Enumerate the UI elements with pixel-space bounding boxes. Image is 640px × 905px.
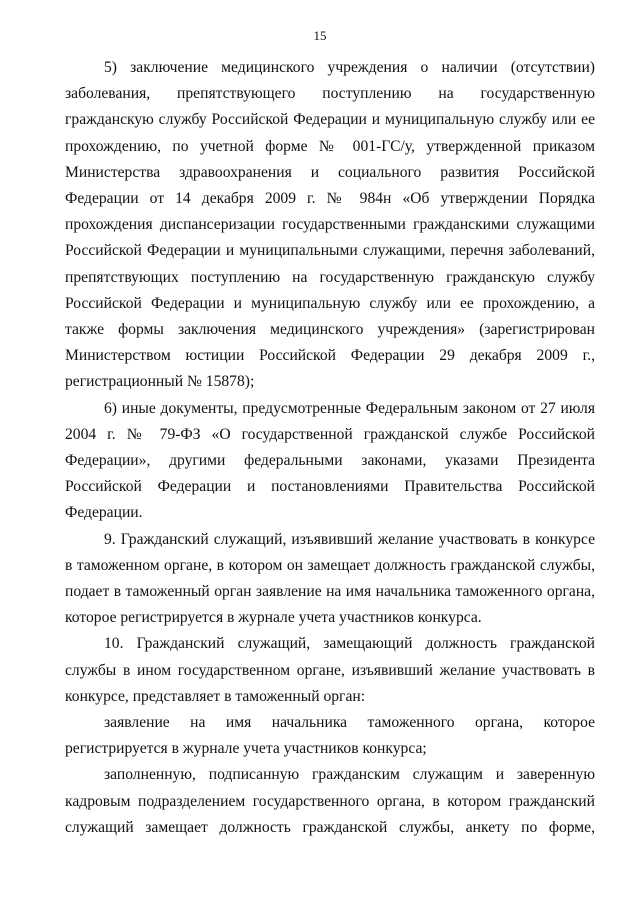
paragraph-10: 10. Гражданский служащий, замещающий должность гражданской службы в ином государственном органе, изъявивший желание участвовать в конкурсе, представляет в таможенный орган:	[65, 635, 595, 705]
paragraph-9: 9. Гражданский служащий, изъявивший желание участвовать в конкурсе в таможенном органе, в котором он замещает должность гражданской службы, подает в таможенный орган заявление на имя начальника таможенного органа, которое регистрируется в журнале учета участников конкурса.	[65, 530, 595, 627]
paragraph-10-item-questionnaire: заполненную, подписанную гражданским служащим и заверенную кадровым подразделением государственного органа, в котором гражданский служащий замещает должность гражданской службы, анкету по форме,	[65, 766, 595, 836]
paragraph-item-5: 5) заключение медицинского учреждения о наличии (отсутствии) заболевания, препятствующего поступлению на государственную гражданскую службу Российской Федерации и муниципальную службу или ее прохождению, по учетной форме № 001-ГС/у, утвержденной приказом Министерства здравоохранения и социального развития Российской Федерации от 14 декабря 2009 г. № 984н «Об утверждении Порядка прохождения диспансеризации государственными гражданскими служащими Российской Федерации и муниципальными служащими, перечня заболеваний, препятствующих поступлению на государственную гражданскую службу Российской Федерации и муниципальную службу или ее прохождению, а также формы заключения медицинского учреждения» (зарегистрирован Министерством юстиции Российской Федерации 29 декабря 2009 г., регистрационный № 15878);	[65, 59, 595, 391]
paragraph-10-item-application: заявление на имя начальника таможенного органа, которое регистрируется в журнале учета участников конкурса;	[65, 714, 595, 758]
paragraph-item-6: 6) иные документы, предусмотренные Федеральным законом от 27 июля 2004 г. № 79-ФЗ «О государственной гражданской службе Российской Федерации», другими федеральными законами, указами Президента Российской Федерации и постановлениями Правительства Российской Федерации.	[65, 399, 595, 522]
page-number: 15	[313, 28, 327, 43]
document-body	[65, 55, 595, 841]
